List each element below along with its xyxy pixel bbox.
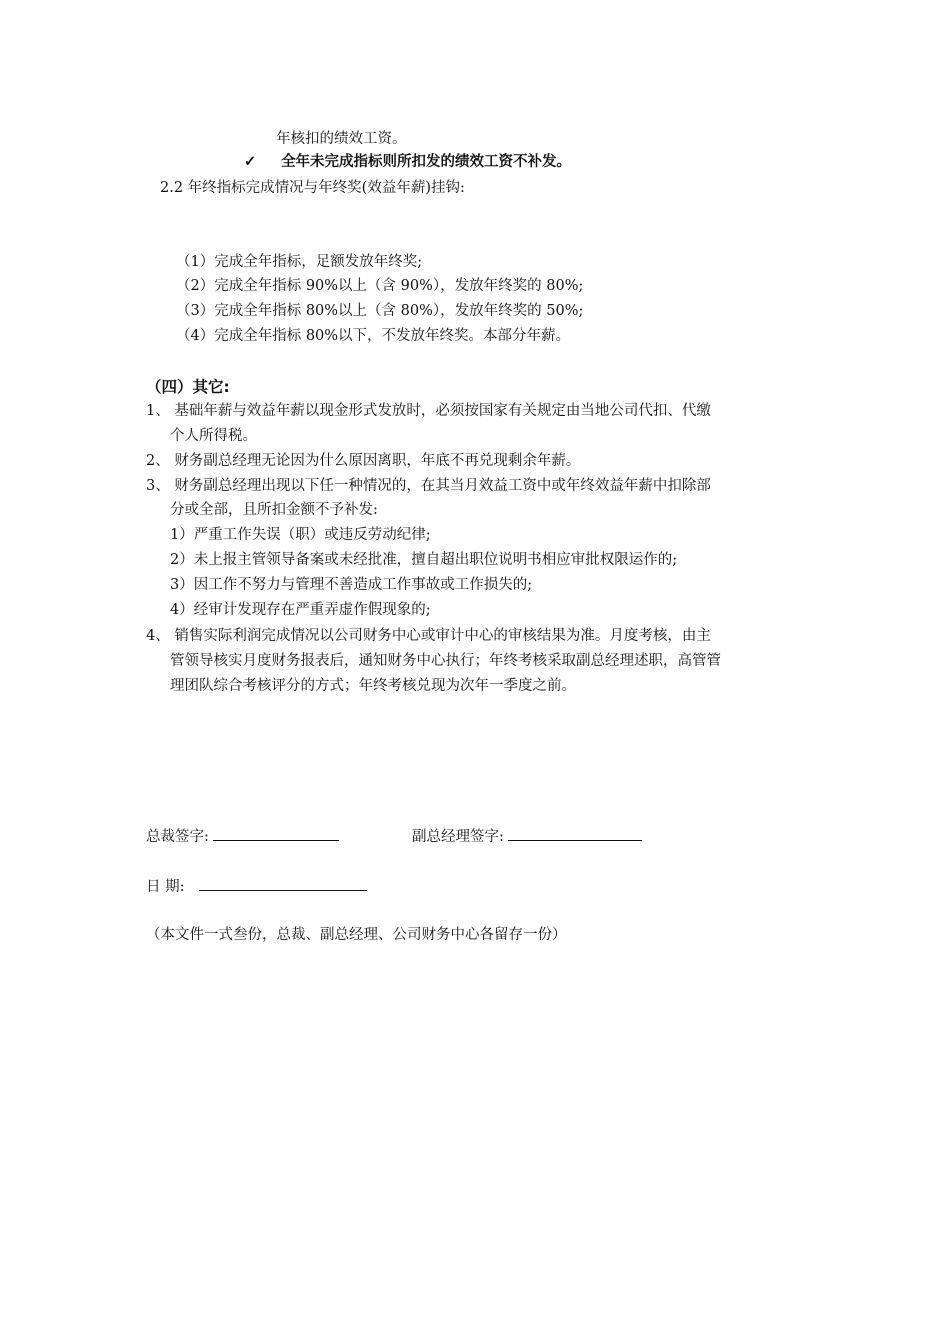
check-item-text: 全年未完成指标则所扣发的绩效工资不补发。 <box>281 153 572 170</box>
other-item-3-line-2: 分或全部，且所扣金额不予补发: <box>170 502 378 518</box>
bonus-rule-1: （1）完成全年指标，足额发放年终奖; <box>176 254 423 270</box>
date-label: 日 期: <box>146 879 185 895</box>
other-item-1-line-1: 1、 基础年薪与效益年薪以现金形式发放时，必须按国家有关规定由当地公司代扣、代缴 <box>146 403 711 419</box>
president-signature-line[interactable] <box>213 826 339 841</box>
other-item-4-line-3: 理团队综合考核评分的方式；年终考核兑现为次年一季度之前。 <box>170 678 576 694</box>
copies-note: （本文件一式叁份，总裁、副总经理、公司财务中心各留存一份） <box>146 927 567 943</box>
other-item-4-line-2: 管领导核实月度财务报表后，通知财务中心执行；年终考核采取副总经理述职，高管管 <box>170 653 721 669</box>
vp-signature-label: 副总经理签字: <box>412 829 504 845</box>
date-field <box>146 876 367 897</box>
sub-item-2: 2）未上报主管领导备案或未经批准，擅自超出职位说明书相应审批权限运作的; <box>170 552 678 568</box>
other-item-1-line-2: 个人所得税。 <box>170 428 257 444</box>
bonus-rule-3: （3）完成全年指标 80%以上（含 80%），发放年终奖的 50%; <box>176 303 584 319</box>
check-item <box>244 152 571 172</box>
sub-item-3: 3）因工作不努力与管理不善造成工作事故或工作损失的; <box>170 577 533 593</box>
bonus-rule-2: （2）完成全年指标 90%以上（含 90%），发放年终奖的 80%; <box>176 278 584 294</box>
president-signature-label: 总裁签字: <box>146 829 209 845</box>
other-item-4-line-1: 4、 销售实际利润完成情况以公司财务中心或审计中心的审核结果为准。月度考核，由主 <box>146 628 711 644</box>
date-line[interactable] <box>199 876 367 891</box>
continued-line: 年核扣的绩效工资。 <box>276 131 407 147</box>
sub-item-1: 1）严重工作失误（职）或违反劳动纪律; <box>170 527 431 543</box>
president-signature <box>146 826 339 847</box>
section-2-2-title: 2.2 年终指标完成情况与年终奖(效益年薪)挂钩: <box>160 180 465 196</box>
other-item-3-line-1: 3、 财务副总经理出现以下任一种情况的，在其当月效益工资中或年终效益年薪中扣除部 <box>146 478 711 494</box>
vp-signature <box>412 826 642 847</box>
section-other-heading: （四）其它: <box>146 378 230 396</box>
checkmark-icon: ✓ <box>244 153 257 170</box>
vp-signature-line[interactable] <box>508 826 642 841</box>
other-item-2: 2、 财务副总经理无论因为什么原因离职，年底不再兑现剩余年薪。 <box>146 453 581 469</box>
bonus-rule-4: （4）完成全年指标 80%以下，不发放年终奖。本部分年薪。 <box>176 328 571 344</box>
sub-item-4: 4）经审计发现存在严重弄虚作假现象的; <box>170 602 431 618</box>
